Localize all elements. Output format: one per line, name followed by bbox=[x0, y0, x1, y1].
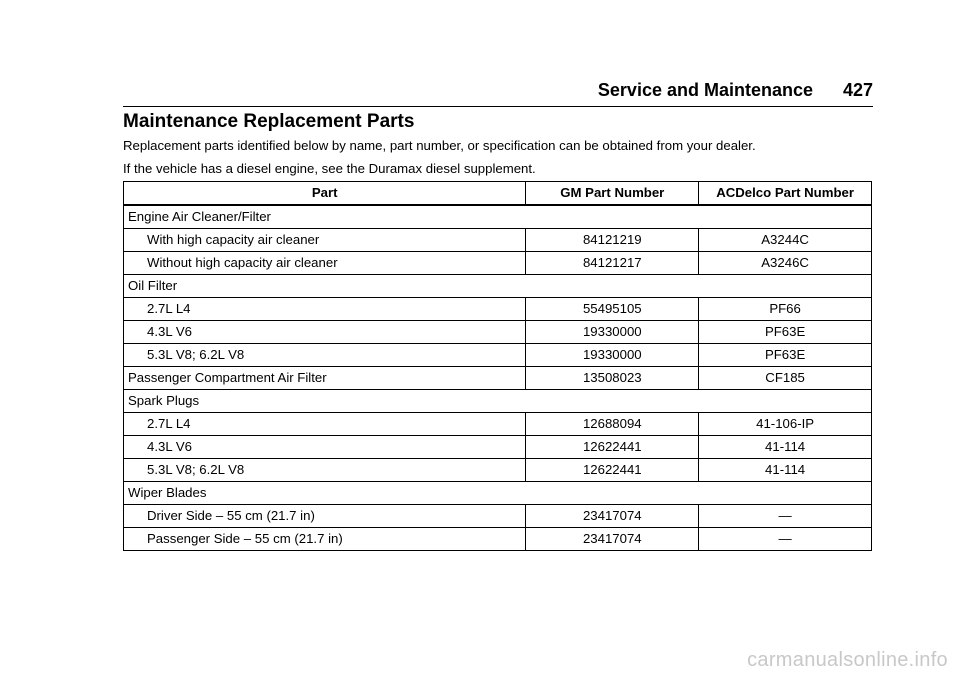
acdelco-part-number-cell: PF63E bbox=[699, 344, 872, 367]
acdelco-part-number-cell: CF185 bbox=[699, 367, 872, 390]
table-row bbox=[124, 505, 872, 528]
intro-paragraph: Replacement parts identified below by name, part number, or specification can be obtained from your dealer. bbox=[123, 138, 756, 153]
part-name-cell: Without high capacity air cleaner bbox=[124, 252, 526, 275]
running-header bbox=[123, 80, 873, 107]
parts-table-body bbox=[124, 205, 872, 551]
gm-part-number-cell: 19330000 bbox=[526, 344, 699, 367]
table-group-row bbox=[124, 205, 872, 229]
group-label: Oil Filter bbox=[124, 275, 872, 298]
part-name-cell: Driver Side – 55 cm (21.7 in) bbox=[124, 505, 526, 528]
table-row bbox=[124, 367, 872, 390]
table-group-row bbox=[124, 275, 872, 298]
gm-part-number-cell: 13508023 bbox=[526, 367, 699, 390]
acdelco-part-number-cell: 41-114 bbox=[699, 459, 872, 482]
table-row bbox=[124, 413, 872, 436]
gm-part-number-cell: 12622441 bbox=[526, 436, 699, 459]
gm-part-number-cell: 12622441 bbox=[526, 459, 699, 482]
part-name-cell: 5.3L V8; 6.2L V8 bbox=[124, 459, 526, 482]
part-name-cell: 4.3L V6 bbox=[124, 436, 526, 459]
part-name-cell: 2.7L L4 bbox=[124, 298, 526, 321]
acdelco-part-number-cell: — bbox=[699, 505, 872, 528]
gm-part-number-cell: 23417074 bbox=[526, 528, 699, 551]
column-header-acdelco-part-number: ACDelco Part Number bbox=[699, 182, 872, 206]
gm-part-number-cell: 23417074 bbox=[526, 505, 699, 528]
diesel-note: If the vehicle has a diesel engine, see the Duramax diesel supplement. bbox=[123, 161, 536, 176]
table-row bbox=[124, 321, 872, 344]
gm-part-number-cell: 84121219 bbox=[526, 229, 699, 252]
acdelco-part-number-cell: — bbox=[699, 528, 872, 551]
group-label: Wiper Blades bbox=[124, 482, 872, 505]
acdelco-part-number-cell: PF66 bbox=[699, 298, 872, 321]
part-name-cell: Passenger Side – 55 cm (21.7 in) bbox=[124, 528, 526, 551]
parts-table bbox=[123, 181, 872, 551]
page-number: 427 bbox=[842, 80, 873, 100]
gm-part-number-cell: 12688094 bbox=[526, 413, 699, 436]
acdelco-part-number-cell: A3246C bbox=[699, 252, 872, 275]
gm-part-number-cell: 19330000 bbox=[526, 321, 699, 344]
group-label: Spark Plugs bbox=[124, 390, 872, 413]
table-row bbox=[124, 252, 872, 275]
table-row bbox=[124, 436, 872, 459]
part-name-cell: 4.3L V6 bbox=[124, 321, 526, 344]
table-group-row bbox=[124, 390, 872, 413]
section-title: Service and Maintenance bbox=[597, 80, 813, 100]
table-row bbox=[124, 229, 872, 252]
group-label: Engine Air Cleaner/Filter bbox=[124, 205, 872, 229]
page-title: Maintenance Replacement Parts bbox=[123, 111, 415, 132]
part-name-cell: 2.7L L4 bbox=[124, 413, 526, 436]
table-row bbox=[124, 459, 872, 482]
table-header-row bbox=[124, 182, 872, 206]
watermark: carmanualsonline.info bbox=[747, 649, 948, 671]
gm-part-number-cell: 84121217 bbox=[526, 252, 699, 275]
part-name-cell: With high capacity air cleaner bbox=[124, 229, 526, 252]
table-row bbox=[124, 298, 872, 321]
part-name-cell: Passenger Compartment Air Filter bbox=[124, 367, 526, 390]
table-row bbox=[124, 344, 872, 367]
table-row bbox=[124, 528, 872, 551]
part-name-cell: 5.3L V8; 6.2L V8 bbox=[124, 344, 526, 367]
gm-part-number-cell: 55495105 bbox=[526, 298, 699, 321]
table-group-row bbox=[124, 482, 872, 505]
acdelco-part-number-cell: PF63E bbox=[699, 321, 872, 344]
column-header-gm-part-number: GM Part Number bbox=[526, 182, 699, 206]
column-header-part: Part bbox=[124, 182, 526, 206]
acdelco-part-number-cell: 41-114 bbox=[699, 436, 872, 459]
acdelco-part-number-cell: 41-106-IP bbox=[699, 413, 872, 436]
acdelco-part-number-cell: A3244C bbox=[699, 229, 872, 252]
